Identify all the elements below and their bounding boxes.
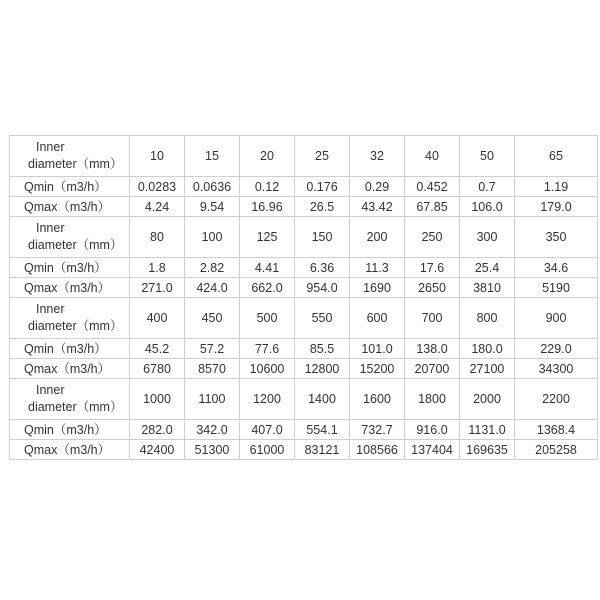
qmax-cell: 9.54 xyxy=(185,197,240,217)
qmin-row xyxy=(10,258,598,278)
qmin-row xyxy=(10,339,598,359)
qmin-label: Qmin（m3/h） xyxy=(10,177,130,197)
qmin-cell: 0.452 xyxy=(405,177,460,197)
qmin-cell: 17.6 xyxy=(405,258,460,278)
diameter-cell: 600 xyxy=(350,298,405,339)
qmax-cell: 8570 xyxy=(185,359,240,379)
qmax-cell: 271.0 xyxy=(130,278,185,298)
qmin-cell: 407.0 xyxy=(240,420,295,440)
qmax-cell: 424.0 xyxy=(185,278,240,298)
qmin-cell: 554.1 xyxy=(295,420,350,440)
diameter-cell: 15 xyxy=(185,136,240,177)
qmin-cell: 11.3 xyxy=(350,258,405,278)
qmax-cell: 43.42 xyxy=(350,197,405,217)
diameter-cell: 2000 xyxy=(460,379,515,420)
diameter-cell: 800 xyxy=(460,298,515,339)
diameter-cell: 350 xyxy=(515,217,598,258)
qmin-cell: 282.0 xyxy=(130,420,185,440)
diameter-cell: 80 xyxy=(130,217,185,258)
qmin-cell: 0.29 xyxy=(350,177,405,197)
qmax-label: Qmax（m3/h） xyxy=(10,278,130,298)
qmax-label: Qmax（m3/h） xyxy=(10,359,130,379)
inner-label-line: Inner xyxy=(36,221,65,235)
qmax-cell: 20700 xyxy=(405,359,460,379)
inner-label-line: Inner xyxy=(36,302,65,316)
flow-spec-table-body xyxy=(10,136,598,460)
inner-diameter-label xyxy=(10,298,130,339)
diameter-cell: 32 xyxy=(350,136,405,177)
qmin-cell: 0.12 xyxy=(240,177,295,197)
qmin-cell: 229.0 xyxy=(515,339,598,359)
qmax-cell: 27100 xyxy=(460,359,515,379)
qmin-cell: 342.0 xyxy=(185,420,240,440)
qmin-cell: 1368.4 xyxy=(515,420,598,440)
qmin-cell: 25.4 xyxy=(460,258,515,278)
qmax-cell: 179.0 xyxy=(515,197,598,217)
diameter-cell: 500 xyxy=(240,298,295,339)
qmax-cell: 2650 xyxy=(405,278,460,298)
diameter-cell: 1000 xyxy=(130,379,185,420)
qmin-cell: 0.176 xyxy=(295,177,350,197)
qmin-row xyxy=(10,420,598,440)
qmin-cell: 77.6 xyxy=(240,339,295,359)
qmin-cell: 4.41 xyxy=(240,258,295,278)
qmax-cell: 169635 xyxy=(460,440,515,460)
qmin-cell: 138.0 xyxy=(405,339,460,359)
qmax-cell: 61000 xyxy=(240,440,295,460)
qmax-row xyxy=(10,278,598,298)
qmin-cell: 34.6 xyxy=(515,258,598,278)
diameter-cell: 25 xyxy=(295,136,350,177)
qmin-cell: 916.0 xyxy=(405,420,460,440)
qmin-label: Qmin（m3/h） xyxy=(10,339,130,359)
qmin-cell: 45.2 xyxy=(130,339,185,359)
diameter-cell: 900 xyxy=(515,298,598,339)
qmin-label: Qmin（m3/h） xyxy=(10,258,130,278)
qmax-cell: 16.96 xyxy=(240,197,295,217)
qmin-cell: 6.36 xyxy=(295,258,350,278)
qmin-cell: 57.2 xyxy=(185,339,240,359)
diameter-cell: 1800 xyxy=(405,379,460,420)
inner-label-line: Inner xyxy=(36,383,65,397)
diameter-cell: 300 xyxy=(460,217,515,258)
qmax-label: Qmax（m3/h） xyxy=(10,197,130,217)
qmax-cell: 10600 xyxy=(240,359,295,379)
diameter-cell: 400 xyxy=(130,298,185,339)
inner-diameter-label xyxy=(10,217,130,258)
qmax-cell: 26.5 xyxy=(295,197,350,217)
qmin-cell: 180.0 xyxy=(460,339,515,359)
qmax-cell: 51300 xyxy=(185,440,240,460)
diameter-row xyxy=(10,217,598,258)
diameter-row xyxy=(10,298,598,339)
qmin-row xyxy=(10,177,598,197)
qmin-cell: 0.0283 xyxy=(130,177,185,197)
diameter-label-line: diameter（mm） xyxy=(28,319,123,333)
qmin-cell: 2.82 xyxy=(185,258,240,278)
qmax-cell: 205258 xyxy=(515,440,598,460)
qmax-row xyxy=(10,440,598,460)
diameter-label-line: diameter（mm） xyxy=(28,400,123,414)
diameter-cell: 1200 xyxy=(240,379,295,420)
diameter-cell: 50 xyxy=(460,136,515,177)
qmax-cell: 954.0 xyxy=(295,278,350,298)
qmax-cell: 1690 xyxy=(350,278,405,298)
qmax-row xyxy=(10,359,598,379)
qmax-cell: 5190 xyxy=(515,278,598,298)
diameter-label-line: diameter（mm） xyxy=(28,238,123,252)
diameter-cell: 100 xyxy=(185,217,240,258)
inner-label-line: Inner xyxy=(36,140,65,154)
qmin-cell: 1131.0 xyxy=(460,420,515,440)
diameter-cell: 65 xyxy=(515,136,598,177)
qmax-cell: 83121 xyxy=(295,440,350,460)
diameter-cell: 1600 xyxy=(350,379,405,420)
qmax-cell: 34300 xyxy=(515,359,598,379)
qmax-cell: 15200 xyxy=(350,359,405,379)
qmax-cell: 12800 xyxy=(295,359,350,379)
qmax-cell: 67.85 xyxy=(405,197,460,217)
diameter-row xyxy=(10,136,598,177)
qmin-cell: 85.5 xyxy=(295,339,350,359)
inner-diameter-label xyxy=(10,379,130,420)
diameter-cell: 2200 xyxy=(515,379,598,420)
qmax-cell: 42400 xyxy=(130,440,185,460)
qmax-cell: 137404 xyxy=(405,440,460,460)
diameter-cell: 20 xyxy=(240,136,295,177)
qmax-cell: 3810 xyxy=(460,278,515,298)
inner-diameter-label xyxy=(10,136,130,177)
diameter-cell: 10 xyxy=(130,136,185,177)
qmin-cell: 0.0636 xyxy=(185,177,240,197)
qmin-cell: 1.8 xyxy=(130,258,185,278)
qmax-cell: 4.24 xyxy=(130,197,185,217)
qmax-cell: 106.0 xyxy=(460,197,515,217)
flow-spec-table xyxy=(9,135,598,460)
diameter-cell: 150 xyxy=(295,217,350,258)
qmin-label: Qmin（m3/h） xyxy=(10,420,130,440)
qmax-cell: 108566 xyxy=(350,440,405,460)
qmax-row xyxy=(10,197,598,217)
diameter-cell: 250 xyxy=(405,217,460,258)
diameter-cell: 1100 xyxy=(185,379,240,420)
qmin-cell: 1.19 xyxy=(515,177,598,197)
qmin-cell: 732.7 xyxy=(350,420,405,440)
qmax-cell: 662.0 xyxy=(240,278,295,298)
qmin-cell: 101.0 xyxy=(350,339,405,359)
diameter-label-line: diameter（mm） xyxy=(28,157,123,171)
diameter-cell: 450 xyxy=(185,298,240,339)
diameter-cell: 1400 xyxy=(295,379,350,420)
qmax-label: Qmax（m3/h） xyxy=(10,440,130,460)
qmax-cell: 6780 xyxy=(130,359,185,379)
diameter-cell: 125 xyxy=(240,217,295,258)
qmin-cell: 0.7 xyxy=(460,177,515,197)
diameter-cell: 700 xyxy=(405,298,460,339)
diameter-cell: 550 xyxy=(295,298,350,339)
diameter-row xyxy=(10,379,598,420)
diameter-cell: 200 xyxy=(350,217,405,258)
diameter-cell: 40 xyxy=(405,136,460,177)
